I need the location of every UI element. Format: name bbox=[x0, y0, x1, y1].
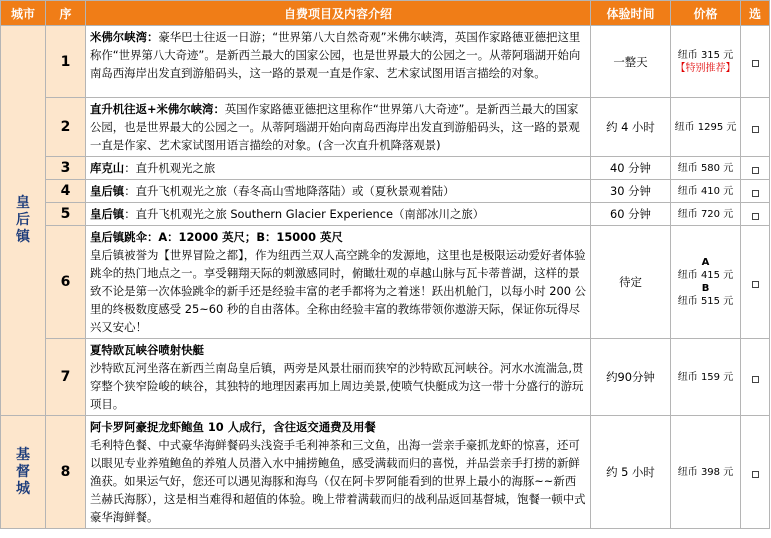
select-cell[interactable] bbox=[741, 339, 770, 416]
table-row bbox=[1, 226, 770, 339]
row-seq: 4 bbox=[46, 180, 86, 203]
item-description bbox=[86, 226, 591, 339]
header-select: 选 bbox=[741, 1, 770, 26]
item-price: 纽币 159 元 bbox=[671, 339, 741, 416]
item-price: 纽币 580 元 bbox=[671, 157, 741, 180]
select-cell[interactable] bbox=[741, 203, 770, 226]
header-city: 城市 bbox=[1, 1, 46, 26]
item-title: 夏特欧瓦峡谷喷射快艇 bbox=[90, 343, 204, 357]
item-price: 纽币 410 元 bbox=[671, 180, 741, 203]
item-price: 纽币 1295 元 bbox=[671, 98, 741, 157]
promo-badge: 【特别推荐】 bbox=[675, 62, 736, 74]
item-description bbox=[86, 203, 591, 226]
item-body: 沙特欧瓦河坐落在新西兰南岛皇后镇，两旁是风景壮丽而狭窄的沙特欧瓦河峡谷。河水水流湍急,贯穿整个狭窄险峻的峡谷，其独特的地理因素再加上周边美景,使喷气快艇成为这一带十分盛行的游玩项目。 bbox=[90, 361, 584, 411]
item-time: 待定 bbox=[591, 226, 671, 339]
table-row bbox=[1, 26, 770, 98]
row-seq: 7 bbox=[46, 339, 86, 416]
item-body: 英国作家路德亚德把这里称作“世界第八大奇迹”。是新西兰最大的国家公园，也是世界最大的公园之一。从蒂阿瑙湖开始向南岛西海岸出发直到游船码头，这一路的景观一直是作家、艺术家试图用语言描绘的对象。(含一次直升机降落观景) bbox=[90, 102, 580, 152]
item-time: 约 5 小时 bbox=[591, 416, 671, 529]
item-price: 纽币 720 元 bbox=[671, 203, 741, 226]
select-checkbox[interactable] bbox=[752, 190, 759, 197]
select-checkbox[interactable] bbox=[752, 60, 759, 67]
item-body: ：直升飞机观光之旅 Southern Glacier Experience（南部冰川之旅） bbox=[124, 207, 485, 221]
item-time: 约90分钟 bbox=[591, 339, 671, 416]
row-seq: 5 bbox=[46, 203, 86, 226]
select-cell[interactable] bbox=[741, 226, 770, 339]
item-title: 阿卡罗阿豪捉龙虾鲍鱼 10 人成行，含往返交通费及用餐 bbox=[90, 420, 376, 434]
item-title: 直升机往返+米佛尔峡湾： bbox=[90, 102, 225, 116]
header-row bbox=[1, 1, 770, 26]
header-seq: 序 bbox=[46, 1, 86, 26]
table-row bbox=[1, 180, 770, 203]
item-title: 皇后镇跳伞：A：12000 英尺；B：15000 英尺 bbox=[90, 230, 343, 244]
header-price: 价格 bbox=[671, 1, 741, 26]
table-row bbox=[1, 203, 770, 226]
item-title: 皇后镇 bbox=[90, 207, 125, 221]
row-seq: 8 bbox=[46, 416, 86, 529]
select-cell[interactable] bbox=[741, 416, 770, 529]
select-checkbox[interactable] bbox=[752, 376, 759, 383]
item-title: 米佛尔峡湾： bbox=[90, 30, 159, 44]
select-cell[interactable] bbox=[741, 98, 770, 157]
table-row bbox=[1, 416, 770, 529]
header-time: 体验时间 bbox=[591, 1, 671, 26]
item-time: 40 分钟 bbox=[591, 157, 671, 180]
item-description bbox=[86, 339, 591, 416]
select-checkbox[interactable] bbox=[752, 167, 759, 174]
select-checkbox[interactable] bbox=[752, 126, 759, 133]
item-body: ：直升飞机观光之旅（春冬高山雪地降落陆）或（夏秋景观着陆） bbox=[124, 184, 455, 198]
item-description bbox=[86, 180, 591, 203]
select-checkbox[interactable] bbox=[752, 213, 759, 220]
item-title: 皇后镇 bbox=[90, 184, 125, 198]
item-body: 皇后镇被誉为【世界冒险之都】，作为纽西兰双人高空跳伞的发源地，这里也是极限运动爱好者体验跳伞的热门地点之一。享受翱翔天际的刺激感同时，俯瞰壮观的卓越山脉与瓦卡蒂普湖，这样的景致不论是第一次体验跳伞的新手还是经验丰富的老手都将为之着迷！跃出机舱门，以每小时 200 公里的终极数度感受 25~60 秒的自由落体。全称由经验丰富的教练带领你遨游天际，保证你玩得尽兴又安心！ bbox=[90, 248, 587, 334]
row-seq: 2 bbox=[46, 98, 86, 157]
header-items: 自费项目及内容介绍 bbox=[86, 1, 591, 26]
price-option-a: 纽币 415 元 bbox=[677, 270, 734, 281]
row-seq: 6 bbox=[46, 226, 86, 339]
city-christchurch: 基 督 城 bbox=[1, 416, 46, 529]
select-checkbox[interactable] bbox=[752, 471, 759, 478]
price-option-b-label: B bbox=[701, 283, 710, 294]
item-time: 60 分钟 bbox=[591, 203, 671, 226]
row-seq: 1 bbox=[46, 26, 86, 98]
select-cell[interactable] bbox=[741, 157, 770, 180]
item-body: 豪华巴士往返一日游；“世界第八大自然奇观”米佛尔峡湾，英国作家路德亚德把这里称作“世界第八大奇迹”。是新西兰最大的国家公园，也是世界最大的公园之一。从蒂阿瑙湖开始向南岛西海岸出发直到游船码头，这一路的景观一直是作家、艺术家试图用语言描绘的对象。 bbox=[90, 30, 581, 80]
item-price: 纽币 398 元 bbox=[671, 416, 741, 529]
item-description bbox=[86, 26, 591, 98]
price-option-a-label: A bbox=[701, 257, 710, 268]
table-row bbox=[1, 157, 770, 180]
item-description bbox=[86, 416, 591, 529]
select-cell[interactable] bbox=[741, 26, 770, 98]
select-checkbox[interactable] bbox=[752, 281, 759, 288]
table-row bbox=[1, 98, 770, 157]
item-description bbox=[86, 98, 591, 157]
item-time: 30 分钟 bbox=[591, 180, 671, 203]
price-option-b: 纽币 515 元 bbox=[677, 296, 734, 307]
item-description bbox=[86, 157, 591, 180]
item-title: 库克山 bbox=[90, 161, 125, 175]
table-row bbox=[1, 339, 770, 416]
item-price: 纽币 315 元 【特别推荐】 bbox=[671, 26, 741, 98]
row-seq: 3 bbox=[46, 157, 86, 180]
select-cell[interactable] bbox=[741, 180, 770, 203]
item-price bbox=[671, 226, 741, 339]
item-time: 一整天 bbox=[591, 26, 671, 98]
item-time: 约 4 小时 bbox=[591, 98, 671, 157]
item-body: ：直升机观光之旅 bbox=[124, 161, 216, 175]
city-queenstown: 皇 后 镇 bbox=[1, 26, 46, 416]
item-body: 毛利特色餐、中式豪华海鲜餐码头浅瓷手毛利神茶和三文鱼，出海一尝亲手豪抓龙虾的惊喜，还可以眼见专业养殖鲍鱼的养殖人员潜入水中捕捞鲍鱼，感受满载而归的喜悦，并品尝亲手打捞的新鲜渔获。如果运气好，您还可以遇见海豚和海鸟（仅在阿卡罗阿能看到的世界上最小的海豚~~新西兰赫氏海豚），这是相当难得和超值的体验。晚上带着满载而归的战利品返回基督城，饱餐一顿中式豪华海鲜餐。 bbox=[90, 438, 586, 524]
